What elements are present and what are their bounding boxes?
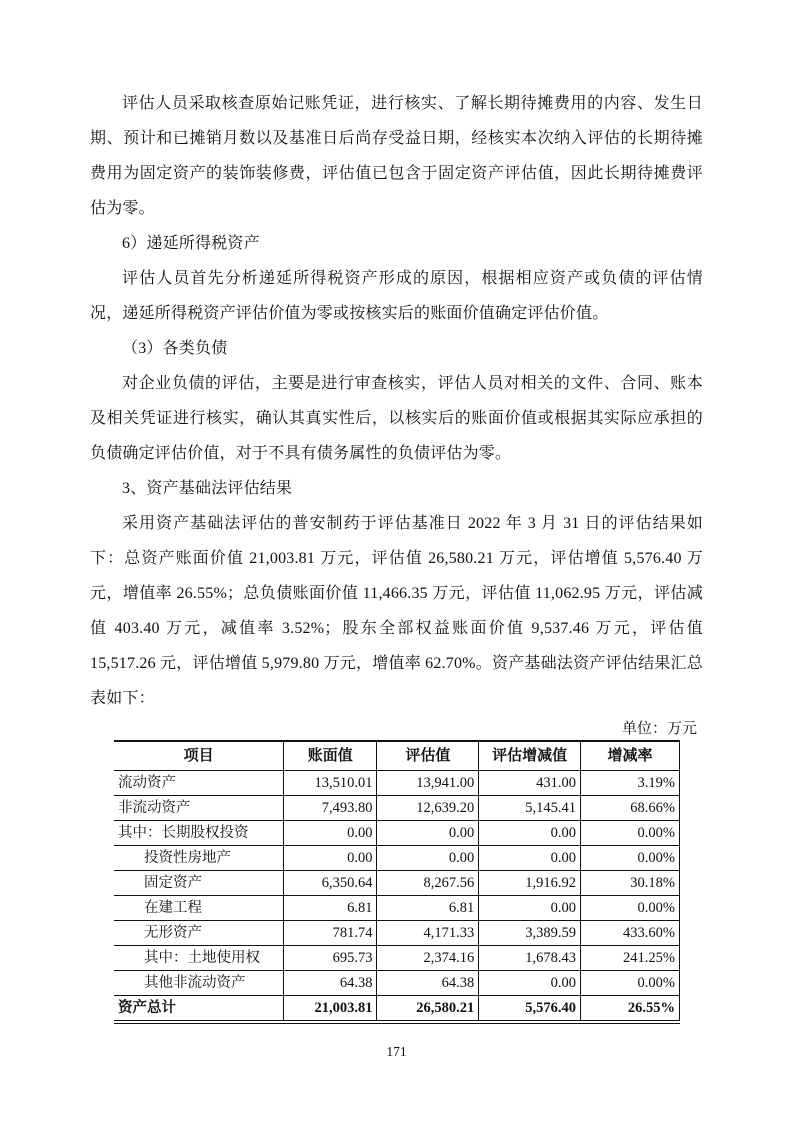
appraised-value-cell: 4,171.33 bbox=[377, 921, 479, 946]
appraised-value-cell: 64.38 bbox=[377, 971, 479, 996]
table-row bbox=[114, 946, 680, 971]
book-value-cell: 695.73 bbox=[284, 946, 377, 971]
paragraph-amortization: 评估人员采取核查原始记账凭证，进行核实、了解长期待摊费用的内容、发生日期、预计和已摊销月数以及基准日后尚存受益日期，经核实本次纳入评估的长期待摊费用为固定资产的装饰装修费，评估值已包含于固定资产评估值，因此长期待摊费评估为零。 bbox=[90, 95, 703, 217]
change-value-cell: 3,389.59 bbox=[479, 921, 581, 946]
table-row bbox=[114, 796, 680, 821]
header-change-value: 评估增减值 bbox=[479, 741, 581, 771]
change-rate-cell: 433.60% bbox=[581, 921, 680, 946]
table-row bbox=[114, 971, 680, 996]
book-value-cell: 781.74 bbox=[284, 921, 377, 946]
unit-label: 单位：万元 bbox=[621, 721, 697, 737]
book-value-cell: 13,510.01 bbox=[284, 771, 377, 796]
change-value-cell: 0.00 bbox=[479, 971, 581, 996]
change-rate-cell: 3.19% bbox=[581, 771, 680, 796]
header-book-value: 账面值 bbox=[284, 741, 377, 771]
change-value-cell: 431.00 bbox=[479, 771, 581, 796]
paragraph-liabilities: 对企业负债的评估，主要是进行审查核实，评估人员对相关的文件、合同、账本及相关凭证进行核实，确认其真实性后，以核实后的账面价值或根据其实际应承担的负债确定评估价值，对于不具有债务属性的负债评估为零。 bbox=[90, 375, 703, 462]
change-rate-cell: 0.00% bbox=[581, 896, 680, 921]
book-value-cell: 64.38 bbox=[284, 971, 377, 996]
item-cell: 资产总计 bbox=[114, 996, 284, 1023]
change-rate-cell: 30.18% bbox=[581, 871, 680, 896]
change-value-cell: 1,916.92 bbox=[479, 871, 581, 896]
item-cell: 在建工程 bbox=[114, 896, 284, 921]
appraised-value-cell: 2,374.16 bbox=[377, 946, 479, 971]
heading-deferred-tax: 6）递延所得税资产 bbox=[122, 235, 260, 252]
book-value-cell: 21,003.81 bbox=[284, 996, 377, 1023]
header-item: 项目 bbox=[114, 741, 284, 771]
book-value-cell: 0.00 bbox=[284, 821, 377, 846]
change-value-cell: 5,576.40 bbox=[479, 996, 581, 1023]
item-cell: 其中：土地使用权 bbox=[114, 946, 284, 971]
table-row bbox=[114, 771, 680, 796]
item-cell: 固定资产 bbox=[114, 871, 284, 896]
heading-asset-based-result: 3、资产基础法评估结果 bbox=[122, 480, 293, 497]
change-value-cell: 0.00 bbox=[479, 896, 581, 921]
paragraph-asset-based-result: 采用资产基础法评估的普安制药于评估基准日 2022 年 3 月 31 日的评估结果如下：总资产账面价值 21,003.81 万元，评估值 26,580.21 万元，评估增值 5,576.40 万元，增值率 26.55%；总负债账面价值 11,466.35 万元，评估值 11,062.95 万元，评估减值 403.40 万元，减值率 3.52%；股东全部权益账面价值 9,537.46 万元，评估值 15,517.26 元，评估增值 5,979.80 万元，增值率 62.70%。资产基础法资产评估结果汇总表如下： bbox=[90, 515, 703, 707]
header-change-rate: 增减率 bbox=[581, 741, 680, 771]
book-value-cell: 6,350.64 bbox=[284, 871, 377, 896]
table-row-total bbox=[114, 996, 680, 1023]
change-rate-cell: 0.00% bbox=[581, 821, 680, 846]
change-rate-cell: 0.00% bbox=[581, 971, 680, 996]
table-header-row bbox=[114, 741, 680, 771]
paragraph-deferred-tax: 评估人员首先分析递延所得税资产形成的原因，根据相应资产或负债的评估情况，递延所得税资产评估价值为零或按核实后的账面价值确定评估价值。 bbox=[90, 270, 703, 322]
appraised-value-cell: 6.81 bbox=[377, 896, 479, 921]
table-row bbox=[114, 896, 680, 921]
table-row bbox=[114, 821, 680, 846]
appraised-value-cell: 0.00 bbox=[377, 821, 479, 846]
change-value-cell: 0.00 bbox=[479, 846, 581, 871]
table-row bbox=[114, 846, 680, 871]
appraised-value-cell: 8,267.56 bbox=[377, 871, 479, 896]
change-value-cell: 1,678.43 bbox=[479, 946, 581, 971]
item-cell: 流动资产 bbox=[114, 771, 284, 796]
appraised-value-cell: 0.00 bbox=[377, 846, 479, 871]
book-value-cell: 7,493.80 bbox=[284, 796, 377, 821]
change-rate-cell: 0.00% bbox=[581, 846, 680, 871]
header-appraised-value: 评估值 bbox=[377, 741, 479, 771]
item-cell: 非流动资产 bbox=[114, 796, 284, 821]
table-row bbox=[114, 921, 680, 946]
page-number: 171 bbox=[386, 1044, 407, 1059]
appraised-value-cell: 12,639.20 bbox=[377, 796, 479, 821]
item-cell: 其中：长期股权投资 bbox=[114, 821, 284, 846]
appraised-value-cell: 26,580.21 bbox=[377, 996, 479, 1023]
heading-liabilities: （3）各类负债 bbox=[122, 340, 228, 357]
change-rate-cell: 68.66% bbox=[581, 796, 680, 821]
change-value-cell: 0.00 bbox=[479, 821, 581, 846]
item-cell: 无形资产 bbox=[114, 921, 284, 946]
table-row bbox=[114, 871, 680, 896]
change-value-cell: 5,145.41 bbox=[479, 796, 581, 821]
item-cell: 其他非流动资产 bbox=[114, 971, 284, 996]
valuation-summary-table bbox=[114, 740, 680, 1024]
page-content bbox=[90, 86, 703, 1062]
item-cell: 投资性房地产 bbox=[114, 846, 284, 871]
change-rate-cell: 26.55% bbox=[581, 996, 680, 1023]
change-rate-cell: 241.25% bbox=[581, 946, 680, 971]
book-value-cell: 6.81 bbox=[284, 896, 377, 921]
appraised-value-cell: 13,941.00 bbox=[377, 771, 479, 796]
book-value-cell: 0.00 bbox=[284, 846, 377, 871]
